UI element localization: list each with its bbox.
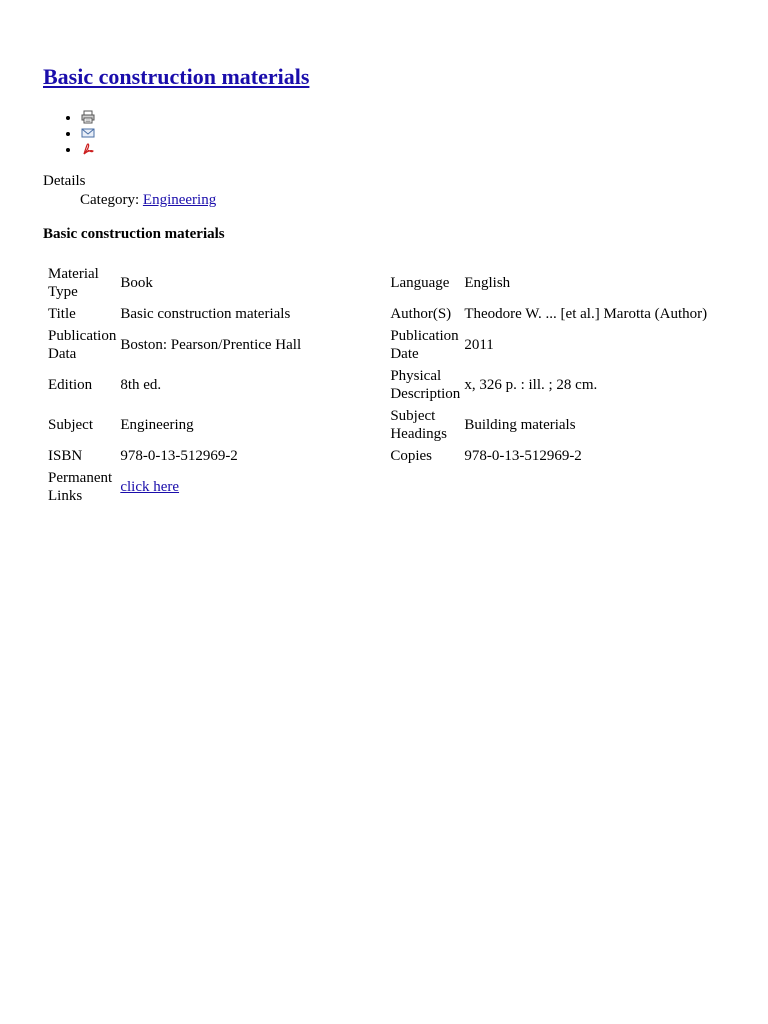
details-label: Details [43, 173, 86, 189]
subject-headings-label: Subject Headings [390, 408, 447, 442]
permanent-links-label: Permanent Links [48, 470, 113, 504]
title-label: Title [48, 306, 76, 322]
table-row [47, 446, 715, 466]
table-row [47, 264, 715, 302]
title-value: Basic construction materials [120, 306, 291, 322]
edition-label: Edition [48, 377, 93, 393]
print-icon[interactable] [81, 110, 95, 124]
title-link[interactable]: Basic construction materials [43, 64, 310, 89]
action-icons-list [43, 110, 95, 158]
list-item [81, 110, 95, 126]
page-title [43, 62, 309, 92]
authors-label: Author(S) [390, 306, 452, 322]
language-label: Language [390, 275, 450, 291]
permanent-link[interactable]: click here [120, 479, 180, 495]
category-label: Category: [80, 192, 140, 208]
subject-value: Engineering [120, 417, 194, 433]
publication-date-value: 2011 [464, 337, 494, 353]
authors-value: Theodore W. ... [et al.] Marotta (Author) [464, 306, 708, 322]
isbn-value: 978-0-13-512969-2 [120, 448, 238, 464]
publication-date-label: Publication Date [390, 328, 459, 362]
record-table [45, 262, 717, 508]
permanent-links-cell [119, 468, 387, 506]
table-row [47, 468, 715, 506]
material-type-value: Book [120, 275, 153, 291]
publication-data-value: Boston: Pearson/Prentice Hall [120, 337, 302, 353]
publication-data-label: Publication Data [48, 328, 117, 362]
subject-label: Subject [48, 417, 93, 433]
empty-cell [463, 468, 715, 506]
copies-label: Copies [390, 448, 432, 464]
table-row [47, 304, 715, 324]
physical-description-label: Physical Description [390, 368, 461, 402]
record-heading: Basic construction materials [43, 226, 225, 242]
list-item [81, 126, 95, 142]
physical-description-value: x, 326 p. : ill. ; 28 cm. [464, 377, 598, 393]
category-link[interactable]: Engineering [142, 192, 217, 208]
isbn-label: ISBN [48, 448, 83, 464]
copies-value: 978-0-13-512969-2 [464, 448, 582, 464]
email-icon[interactable] [81, 126, 95, 140]
subject-headings-value: Building materials [464, 417, 576, 433]
table-row [47, 366, 715, 404]
language-value: English [464, 275, 511, 291]
list-item [81, 142, 95, 158]
table-row [47, 406, 715, 444]
category-line [80, 191, 216, 209]
pdf-icon[interactable] [81, 142, 95, 156]
material-type-label: Material Type [48, 266, 99, 300]
table-row [47, 326, 715, 364]
edition-value: 8th ed. [120, 377, 162, 393]
empty-cell [389, 468, 461, 506]
